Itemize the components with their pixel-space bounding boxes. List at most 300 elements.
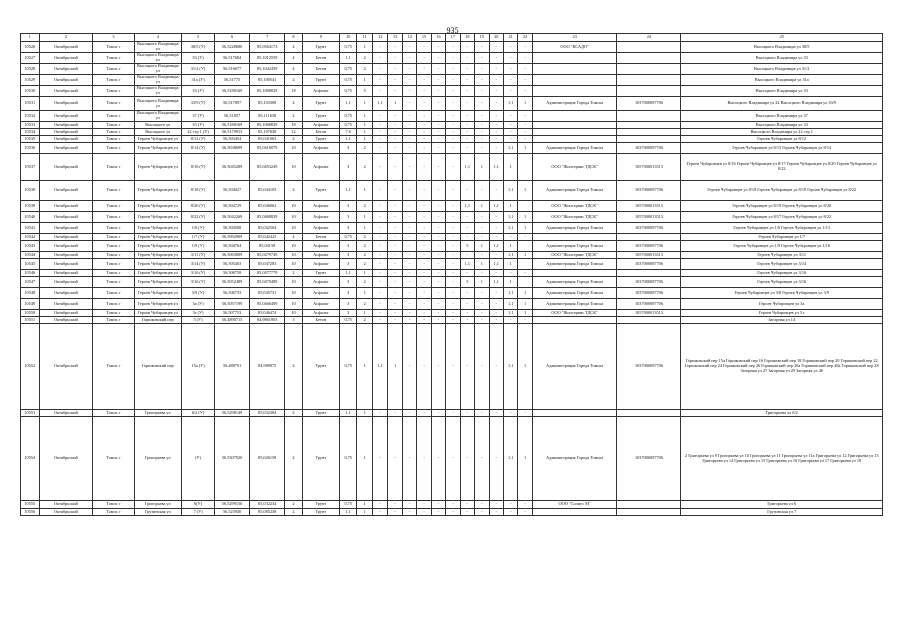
table-cell: Героев Чубаровцев ул 1/6 Героев Чубаровцев ул 1/13 <box>681 223 883 234</box>
table-cell: - <box>475 324 489 410</box>
table-cell: - <box>372 86 387 97</box>
table-cell: 85,0477779 <box>250 270 285 277</box>
table-cell: - <box>489 129 503 136</box>
table-cell: - <box>388 509 402 516</box>
table-cell <box>532 270 617 277</box>
table-cell: 56,5180169 <box>215 86 250 97</box>
table-cell: 84,989875 <box>250 324 285 410</box>
table-cell: 56,506733 <box>215 288 250 299</box>
table-cell: 1/6 (У) <box>182 223 215 234</box>
table-cell: 1 <box>388 97 402 111</box>
table-cell: 1 <box>503 241 517 252</box>
table-cell: Асфальт <box>302 252 339 259</box>
table-cell: Томск г <box>93 241 134 252</box>
table-cell: Асфальт <box>302 310 339 317</box>
table-cell: 10 <box>285 277 303 288</box>
table-row <box>21 259 883 270</box>
table-cell: 1057000013513 <box>617 154 681 181</box>
table-cell <box>532 122 617 129</box>
table-cell: 85,1042439 <box>250 64 285 75</box>
column-header: 15 <box>417 34 431 42</box>
table-cell: - <box>446 53 460 64</box>
table-cell: 2 <box>285 75 303 86</box>
table-cell: - <box>475 252 489 259</box>
table-cell: 1 <box>518 417 532 501</box>
table-cell: Администрация Города Томска <box>532 324 617 410</box>
table-cell: Томск г <box>93 234 134 241</box>
table-cell: - <box>475 181 489 201</box>
table-cell <box>518 277 532 288</box>
table-cell <box>617 122 681 129</box>
table-cell: Администрация Города Томска <box>532 143 617 154</box>
table-cell: - <box>475 122 489 129</box>
table-cell: 10529 <box>21 75 40 86</box>
table-cell <box>518 154 532 181</box>
table-cell: ООО "Жилсервис ТДСК" <box>532 201 617 212</box>
table-cell: - <box>460 509 474 516</box>
table-cell: Томск г <box>93 154 134 181</box>
table-cell: 85,032384 <box>250 410 285 417</box>
table-cell: - <box>460 111 474 122</box>
table-cell: Грунт <box>302 42 339 53</box>
table-cell: 1,1 <box>339 136 357 143</box>
table-cell: - <box>446 223 460 234</box>
table-cell: - <box>372 410 387 417</box>
table-cell: 1 <box>518 324 532 410</box>
table-cell: 2 <box>285 324 303 410</box>
table-cell: 56,5299150 <box>215 501 250 509</box>
table-cell: Асфальт <box>302 86 339 97</box>
column-header: 1 <box>21 34 40 42</box>
table-cell: - <box>417 201 431 212</box>
table-cell: 10530 <box>21 86 40 97</box>
table-cell: 1,1 <box>489 241 503 252</box>
table-cell: 1 <box>518 310 532 317</box>
table-cell: Высоцкого Владимира ул 33 <box>681 122 883 129</box>
table-cell: - <box>489 288 503 299</box>
table-cell: Высоцкого Владимира ул 33 <box>681 53 883 64</box>
table-cell <box>532 317 617 324</box>
table-cell: 85,085238 <box>250 509 285 516</box>
table-cell: 1,1 <box>489 201 503 212</box>
table-cell: - <box>417 259 431 270</box>
table-cell: 56,5042269 <box>215 212 250 223</box>
table-cell: Октябрьский <box>39 86 93 97</box>
table-cell: - <box>475 234 489 241</box>
table-cell: 3 <box>339 310 357 317</box>
table-cell: 56,5057199 <box>215 299 250 310</box>
table-cell: 85,045731 <box>250 288 285 299</box>
table-cell: 10544 <box>21 252 40 259</box>
table-cell: 1 <box>357 97 372 111</box>
table-cell: 1037000087706 <box>617 417 681 501</box>
table-cell: - <box>446 241 460 252</box>
table-cell: Асфальт <box>302 288 339 299</box>
column-header-row <box>21 34 883 42</box>
table-cell: 1 <box>357 212 372 223</box>
table-cell: Героев Чубаровцев ул <box>134 212 181 223</box>
table-cell: - <box>518 122 532 129</box>
table-cell: 1 <box>357 310 372 317</box>
table-cell: Администрация Города Томска <box>532 417 617 501</box>
table-cell: 56,5092909 <box>215 234 250 241</box>
table-cell: Томск г <box>93 299 134 310</box>
table-cell: Героев Чубаровцев ул <box>134 288 181 299</box>
table-cell: - <box>518 234 532 241</box>
table-cell: - <box>460 42 474 53</box>
table-cell: 56,507753 <box>215 310 250 317</box>
table-cell: - <box>446 277 460 288</box>
table-cell: Героев Чубаровцев ул 1/7 <box>681 234 883 241</box>
table-cell: 8/20 (У) <box>182 201 215 212</box>
table-cell: Грунт <box>302 97 339 111</box>
table-cell: - <box>388 42 402 53</box>
table-cell: - <box>388 111 402 122</box>
column-header: 6 <box>215 34 250 42</box>
table-row <box>21 501 883 509</box>
table-cell: 1057000013513 <box>617 201 681 212</box>
table-cell: Высоцкого Владимира ул 38/5 <box>681 42 883 53</box>
table-cell: Героев Чубаровцев ул 8/18 Героев Чубаровцев ул 8/19 Героев Чубаровцев ул 8/22 <box>681 181 883 201</box>
table-cell: 1 <box>357 122 372 129</box>
table-cell: - <box>446 252 460 259</box>
table-row <box>21 324 883 410</box>
table-cell: Героев Чубаровцев ул <box>134 259 181 270</box>
table-cell: Высоцкого Владимира ул 31/2 <box>681 64 883 75</box>
table-cell: - <box>431 136 445 143</box>
table-cell: Героев Чубаровцев ул 3а <box>681 299 883 310</box>
table-cell: - <box>431 410 445 417</box>
table-cell <box>518 241 532 252</box>
table-cell: 1,1 <box>503 97 517 111</box>
table-cell: - <box>417 241 431 252</box>
table-cell: 10540 <box>21 212 40 223</box>
table-cell: Григорьева ул <box>134 410 181 417</box>
table-cell: - <box>372 223 387 234</box>
table-cell: Октябрьский <box>39 509 93 516</box>
table-cell: 1037000087706 <box>617 259 681 270</box>
table-cell: 1037000087706 <box>617 223 681 234</box>
table-cell: Октябрьский <box>39 129 93 136</box>
table-cell: - <box>475 299 489 310</box>
table-row <box>21 53 883 64</box>
table-cell: 56,505403 <box>215 259 250 270</box>
table-cell: 85,0466409 <box>250 299 285 310</box>
table-cell: 84,9861903 <box>250 317 285 324</box>
table-row <box>21 234 883 241</box>
table-cell: - <box>489 122 503 129</box>
table-cell: - <box>372 64 387 75</box>
table-cell: - <box>475 136 489 143</box>
table-cell: - <box>446 234 460 241</box>
table-cell: 1 <box>518 252 532 259</box>
table-cell: 0,75 <box>339 64 357 75</box>
table-cell: 1,1 <box>503 252 517 259</box>
table-cell: 2 <box>285 111 303 122</box>
table-cell: 31а (У) <box>182 75 215 86</box>
table-cell: Октябрьский <box>39 136 93 143</box>
table-cell: - <box>460 252 474 259</box>
table-cell: - <box>446 317 460 324</box>
table-row <box>21 75 883 86</box>
table-cell: Бетон <box>302 234 339 241</box>
table-cell: Томск г <box>93 277 134 288</box>
table-cell: 33 (У) <box>182 53 215 64</box>
table-cell: 1,1 <box>503 299 517 310</box>
table-cell: - <box>503 136 517 143</box>
table-cell: - <box>460 223 474 234</box>
table-cell: 56,5063809 <box>215 252 250 259</box>
table-cell: 1,1 <box>460 154 474 181</box>
table-cell: - <box>489 86 503 97</box>
table-cell: 10534 <box>21 129 40 136</box>
table-cell: 18 <box>285 122 303 129</box>
table-row <box>21 42 883 53</box>
table-cell: Томск г <box>93 53 134 64</box>
table-cell: Бетон <box>302 53 339 64</box>
table-cell: Асфальт <box>302 277 339 288</box>
table-cell: - <box>417 417 431 501</box>
table-cell: - <box>402 259 416 270</box>
table-cell: - <box>446 324 460 410</box>
table-cell: 3 <box>339 277 357 288</box>
table-cell: 85,111638 <box>250 111 285 122</box>
table-cell: - <box>372 122 387 129</box>
table-cell: 10550 <box>21 310 40 317</box>
table-cell: 10533 <box>21 122 40 129</box>
table-cell: - <box>402 509 416 516</box>
table-cell: - <box>518 136 532 143</box>
table-cell: - <box>402 64 416 75</box>
register-table <box>20 33 883 516</box>
table-cell: - <box>388 252 402 259</box>
table-cell: - <box>503 501 517 509</box>
table-cell: - <box>388 129 402 136</box>
table-cell: 56,5180169 <box>215 122 250 129</box>
table-cell: 1 <box>357 181 372 201</box>
table-cell: - <box>388 143 402 154</box>
table-cell: Октябрьский <box>39 259 93 270</box>
table-cell: 10552 <box>21 324 40 410</box>
table-cell: - <box>446 143 460 154</box>
table-cell: Героев Чубаровцев ул <box>134 201 181 212</box>
table-cell <box>532 64 617 75</box>
table-cell: - <box>518 86 532 97</box>
table-cell: 2 <box>285 270 303 277</box>
table-cell: - <box>489 234 503 241</box>
table-cell: Октябрьский <box>39 299 93 310</box>
table-cell: - <box>372 181 387 201</box>
table-cell: - <box>460 288 474 299</box>
table-cell: 1 <box>475 277 489 288</box>
table-row <box>21 111 883 122</box>
table-cell: 85,046062 <box>250 201 285 212</box>
table-cell: 3а (У) <box>182 299 215 310</box>
table-cell: - <box>446 75 460 86</box>
table-cell: 10543 <box>21 241 40 252</box>
table-cell: Томск г <box>93 223 134 234</box>
table-cell: - <box>417 129 431 136</box>
table-cell: 3 <box>339 201 357 212</box>
table-cell: 10 <box>285 259 303 270</box>
table-cell: 1 <box>357 42 372 53</box>
table-cell: - <box>372 501 387 509</box>
table-cell: 10528 <box>21 64 40 75</box>
table-row <box>21 410 883 417</box>
table-cell: - <box>475 53 489 64</box>
table-cell: 85,0479489 <box>250 277 285 288</box>
column-header: 3 <box>93 34 134 42</box>
table-cell: Героев Чубаровцев ул <box>134 270 181 277</box>
table-cell: - <box>402 75 416 86</box>
table-cell: - <box>460 64 474 75</box>
table-cell: - <box>431 64 445 75</box>
table-cell <box>532 136 617 143</box>
table-cell: 0,75 <box>339 75 357 86</box>
table-cell: Грунт <box>302 410 339 417</box>
table-cell: - <box>388 122 402 129</box>
table-cell: Октябрьский <box>39 241 93 252</box>
table-cell: - <box>446 122 460 129</box>
table-cell: 1,1 <box>503 143 517 154</box>
column-header: 14 <box>402 34 416 42</box>
table-cell: 3/16 (У) <box>182 277 215 288</box>
table-cell: Октябрьский <box>39 277 93 288</box>
table-cell: - <box>446 509 460 516</box>
table-cell: 1 <box>503 154 517 181</box>
table-cell: Бетон <box>302 129 339 136</box>
table-cell: - <box>417 97 431 111</box>
table-cell: Героев Чубаровцев ул 8/19 Героев Чубаровцев ул 8/20 <box>681 201 883 212</box>
table-cell: 1 <box>518 97 532 111</box>
table-cell: 85,107638 <box>250 129 285 136</box>
table-cell: - <box>475 212 489 223</box>
table-cell: 85,026158 <box>250 417 285 501</box>
table-cell: - <box>460 310 474 317</box>
table-cell: - <box>402 252 416 259</box>
table-cell: - <box>372 154 387 181</box>
table-cell: - <box>372 129 387 136</box>
table-cell: - <box>372 111 387 122</box>
table-cell: - <box>475 42 489 53</box>
table-cell: Октябрьский <box>39 234 93 241</box>
table-cell: 10545 <box>21 259 40 270</box>
table-cell: - <box>446 288 460 299</box>
table-cell: Асфальт <box>302 154 339 181</box>
column-header: 24 <box>617 34 681 42</box>
table-cell: 3 <box>339 212 357 223</box>
table-cell: - <box>417 64 431 75</box>
table-cell: Октябрьский <box>39 154 93 181</box>
table-cell: 85,0418079 <box>250 143 285 154</box>
column-header: 8 <box>285 34 303 42</box>
table-cell: - <box>388 410 402 417</box>
table-cell: - <box>489 223 503 234</box>
table-cell: Грузинская ул 7 <box>681 509 883 516</box>
table-cell: 1037000087706 <box>617 241 681 252</box>
table-cell: - <box>372 270 387 277</box>
table-cell: Администрация Города Томска <box>532 288 617 299</box>
table-cell: 56,504764 <box>215 241 250 252</box>
table-cell: 1 <box>357 417 372 501</box>
table-cell: 1 <box>357 75 372 86</box>
table-cell: Администрация Города Томска <box>532 241 617 252</box>
table-cell: Высоцкого ул <box>134 122 181 129</box>
table-cell <box>617 75 681 86</box>
table-cell: - <box>518 53 532 64</box>
table-cell: 10554 <box>21 417 40 501</box>
table-cell: - <box>489 64 503 75</box>
column-header: 20 <box>489 34 503 42</box>
table-cell: - <box>417 234 431 241</box>
table-cell: 3 <box>339 143 357 154</box>
table-cell: 1,1 <box>460 259 474 270</box>
table-cell: Высоцкого Владимира ул <box>134 53 181 64</box>
table-cell: 8/22 (У) <box>182 212 215 223</box>
table-cell: 0,75 <box>339 324 357 410</box>
table-cell: 10553 <box>21 410 40 417</box>
table-cell: 1,1 <box>489 277 503 288</box>
table-cell: 10548 <box>21 288 40 299</box>
table-cell: - <box>446 111 460 122</box>
table-cell: 10527 <box>21 53 40 64</box>
table-cell: 10531 <box>21 97 40 111</box>
table-cell: 2 <box>357 53 372 64</box>
table-cell: - <box>431 509 445 516</box>
table-cell: 5 <box>357 86 372 97</box>
table-cell: - <box>475 223 489 234</box>
table-cell: Томск г <box>93 42 134 53</box>
table-cell: - <box>417 86 431 97</box>
table-row <box>21 509 883 516</box>
table-cell: 56,504729 <box>215 201 250 212</box>
table-cell: - <box>388 53 402 64</box>
table-cell: 1 <box>518 181 532 201</box>
table-row <box>21 223 883 234</box>
table-cell: 10 <box>285 299 303 310</box>
table-cell: Томск г <box>93 122 134 129</box>
table-cell: Грунт <box>302 270 339 277</box>
table-cell: ООО "Солиус М" <box>532 501 617 509</box>
table-cell: Октябрьский <box>39 310 93 317</box>
table-cell: 56,503454 <box>215 136 250 143</box>
table-cell: 1,1 <box>339 509 357 516</box>
table-cell: - <box>475 288 489 299</box>
table-cell: Асфальт <box>302 201 339 212</box>
table-cell: - <box>489 310 503 317</box>
table-cell: - <box>475 417 489 501</box>
table-cell: - <box>372 317 387 324</box>
table-cell: - <box>475 501 489 509</box>
table-cell: - <box>460 53 474 64</box>
table-cell <box>532 86 617 97</box>
table-cell: Героев Чубаровцев ул <box>134 154 181 181</box>
table-cell: 56,5298149 <box>215 410 250 417</box>
table-cell: 1,1 <box>503 324 517 410</box>
table-cell: 1 <box>357 288 372 299</box>
table-cell: - <box>417 53 431 64</box>
table-cell: - <box>417 122 431 129</box>
table-cell: 1 <box>357 223 372 234</box>
table-cell: - <box>372 509 387 516</box>
table-cell: 3/16 (У) <box>182 270 215 277</box>
table-cell: - <box>460 299 474 310</box>
table-cell: - <box>431 97 445 111</box>
table-cell: 2 <box>285 417 303 501</box>
table-cell: Героев Чубаровцев ул 3/16 <box>681 270 883 277</box>
table-cell: 56,51775 <box>215 75 250 86</box>
table-cell: - <box>503 317 517 324</box>
